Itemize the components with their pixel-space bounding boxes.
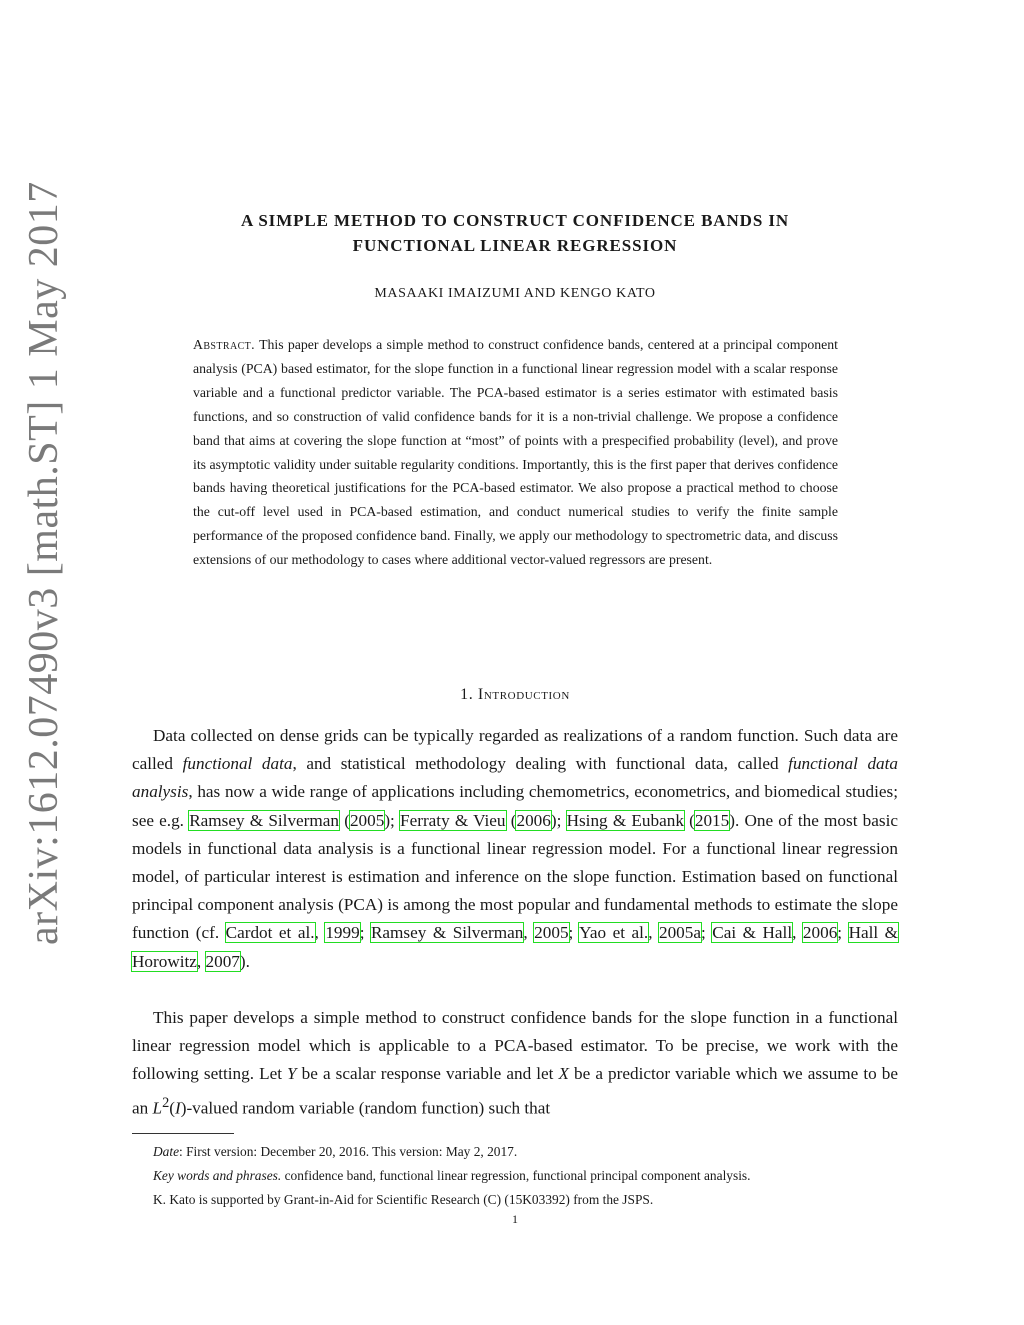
text-run: , has now a wide range of applications including chemometrics, econometrics, and biomedical studies; see e.g. — [132, 782, 898, 830]
citation-link-2005[interactable]: 2005 — [349, 810, 385, 830]
term-functional-data-analysis: functional data analysis — [132, 754, 899, 802]
section-number: 1. — [460, 686, 474, 703]
footnote-date-text: : First version: December 20, 2016. This version: May 2, 2017. — [179, 1144, 518, 1159]
text-run: ( — [505, 810, 517, 830]
text-run: Data collected on dense grids can be typically regarded as realizations of a random function. Such data are called — [132, 726, 898, 774]
citation-link-ramsey-silverman[interactable]: Ramsey & Silverman — [189, 810, 339, 830]
citation-link-2005-2[interactable]: 2005 — [534, 923, 569, 943]
citation-link-2006[interactable]: 2006 — [516, 810, 551, 830]
citation-link-2015[interactable]: 2015 — [694, 810, 730, 830]
text-run: ; — [359, 923, 371, 943]
intro-paragraph-2 — [132, 1004, 898, 1123]
text-run: ; — [568, 923, 580, 943]
footnote-keywords-text: confidence band, functional linear regression, functional principal component analysis. — [281, 1168, 751, 1183]
text-run: This paper develops a simple method to construct confidence bands for the slope function in a functional linear regression model which is applicable to a PCA-based estimator. To be precise, we work with the following setting. Let — [132, 1008, 898, 1084]
section-heading-introduction — [132, 686, 898, 704]
citation-link-ramsey-silverman-2[interactable]: Ramsey & Silverman — [370, 923, 524, 943]
footnote-funding: K. Kato is supported by Grant-in-Aid for Scientific Research (C) (15K03392) from the JSPS. — [153, 1192, 654, 1207]
page-number: 1 — [512, 1212, 518, 1226]
math-variable-x: X — [558, 1064, 569, 1084]
paper-title — [132, 208, 898, 258]
text-run: ( — [683, 810, 695, 830]
footnote-date-label: Date — [153, 1144, 180, 1159]
citation-link-hall-horowitz[interactable]: Hall & Horowitz — [132, 923, 899, 971]
paper-authors: MASAAKI IMAIZUMI AND KENGO KATO — [374, 286, 656, 301]
footnote-divider — [132, 1133, 234, 1134]
math-variable-y: Y — [287, 1064, 297, 1084]
section-title: Introduction — [477, 686, 570, 703]
citation-link-2007[interactable]: 2007 — [205, 951, 240, 971]
text-run: ( — [169, 1098, 175, 1118]
intro-paragraph-1 — [132, 722, 898, 976]
abstract-heading: Abstract. — [193, 337, 256, 352]
citation-link-yao-et-al[interactable]: Yao et al. — [579, 923, 649, 943]
text-run: , — [196, 951, 206, 971]
citation-link-1999[interactable]: 1999 — [325, 923, 360, 943]
text-run: ); — [550, 810, 567, 830]
citation-link-2005a[interactable]: 2005a — [658, 923, 701, 943]
math-interval-i: I — [175, 1098, 181, 1118]
text-run: , and statistical methodology dealing with functional data, called — [292, 754, 789, 774]
arxiv-identifier-stamp: arXiv:1612.07490v3 [math.ST] 1 May 2017 — [21, 181, 67, 945]
text-run: be a scalar response variable and let — [296, 1064, 559, 1084]
title-line-2: FUNCTIONAL LINEAR REGRESSION — [352, 236, 678, 255]
math-superscript: 2 — [162, 1094, 170, 1111]
text-run: , — [314, 923, 326, 943]
text-run: be a predictor variable which we assume to be an — [132, 1064, 898, 1118]
text-run: , — [523, 923, 535, 943]
text-run: ). One of the most basic models in functional data analysis is a functional linear regression model. For a functional linear regression model, of particular interest is estimation and inference on the slope function. Estimation based on functional principal component analysis (PCA) is among the most popular and fundamental methods to estimate the slope function (cf. — [132, 810, 898, 943]
footnote-date — [132, 1140, 898, 1164]
citation-link-hsing-eubank[interactable]: Hsing & Eubank — [566, 810, 684, 830]
text-run: ; — [837, 923, 849, 943]
text-run: ). — [239, 951, 250, 971]
text-run: ( — [339, 810, 350, 830]
title-line-1: A SIMPLE METHOD TO CONSTRUCT CONFIDENCE BANDS IN — [240, 211, 790, 230]
citation-link-ferraty-vieu[interactable]: Ferraty & Vieu — [400, 810, 506, 830]
citation-link-cardot-et-al[interactable]: Cardot et al. — [225, 923, 315, 943]
footnote-keywords-label: Key words and phrases. — [153, 1168, 282, 1183]
text-run: ); — [384, 810, 401, 830]
text-run: , — [792, 923, 803, 943]
citation-link-2006-2[interactable]: 2006 — [802, 923, 838, 943]
text-run: )-valued random variable (random function) such that — [180, 1098, 551, 1118]
text-run: ; — [701, 923, 713, 943]
term-functional-data: functional data — [182, 754, 293, 774]
citation-link-cai-hall[interactable]: Cai & Hall — [712, 923, 793, 943]
abstract — [193, 333, 838, 572]
math-l2-space: L — [152, 1098, 163, 1118]
footnote-keywords — [132, 1164, 898, 1188]
text-run: , — [648, 923, 659, 943]
abstract-text: This paper develops a simple method to construct confidence bands, centered at a principal component analysis (PCA) based estimator, for the slope function in a functional linear regression model with a scalar response variable and a functional predictor variable. The PCA-based estimator is a series estimator with estimated basis functions, and so construction of valid confidence bands for it is a non-trivial challenge. We propose a confidence band that aims at covering the slope function at “most” of points with a prespecified probability (level), and prove its asymptotic validity under suitable regularity conditions. Importantly, this is the first paper that derives confidence bands having theoretical justifications for the PCA-based estimator. We also propose a practical method to choose the cut-off level used in PCA-based estimation, and conduct numerical studies to verify the finite sample performance of the proposed confidence band. Finally, we apply our methodology to spectrometric data, and discuss extensions of our methodology to cases where additional vector-valued regressors are present. — [193, 337, 838, 568]
footnotes — [132, 1140, 898, 1212]
